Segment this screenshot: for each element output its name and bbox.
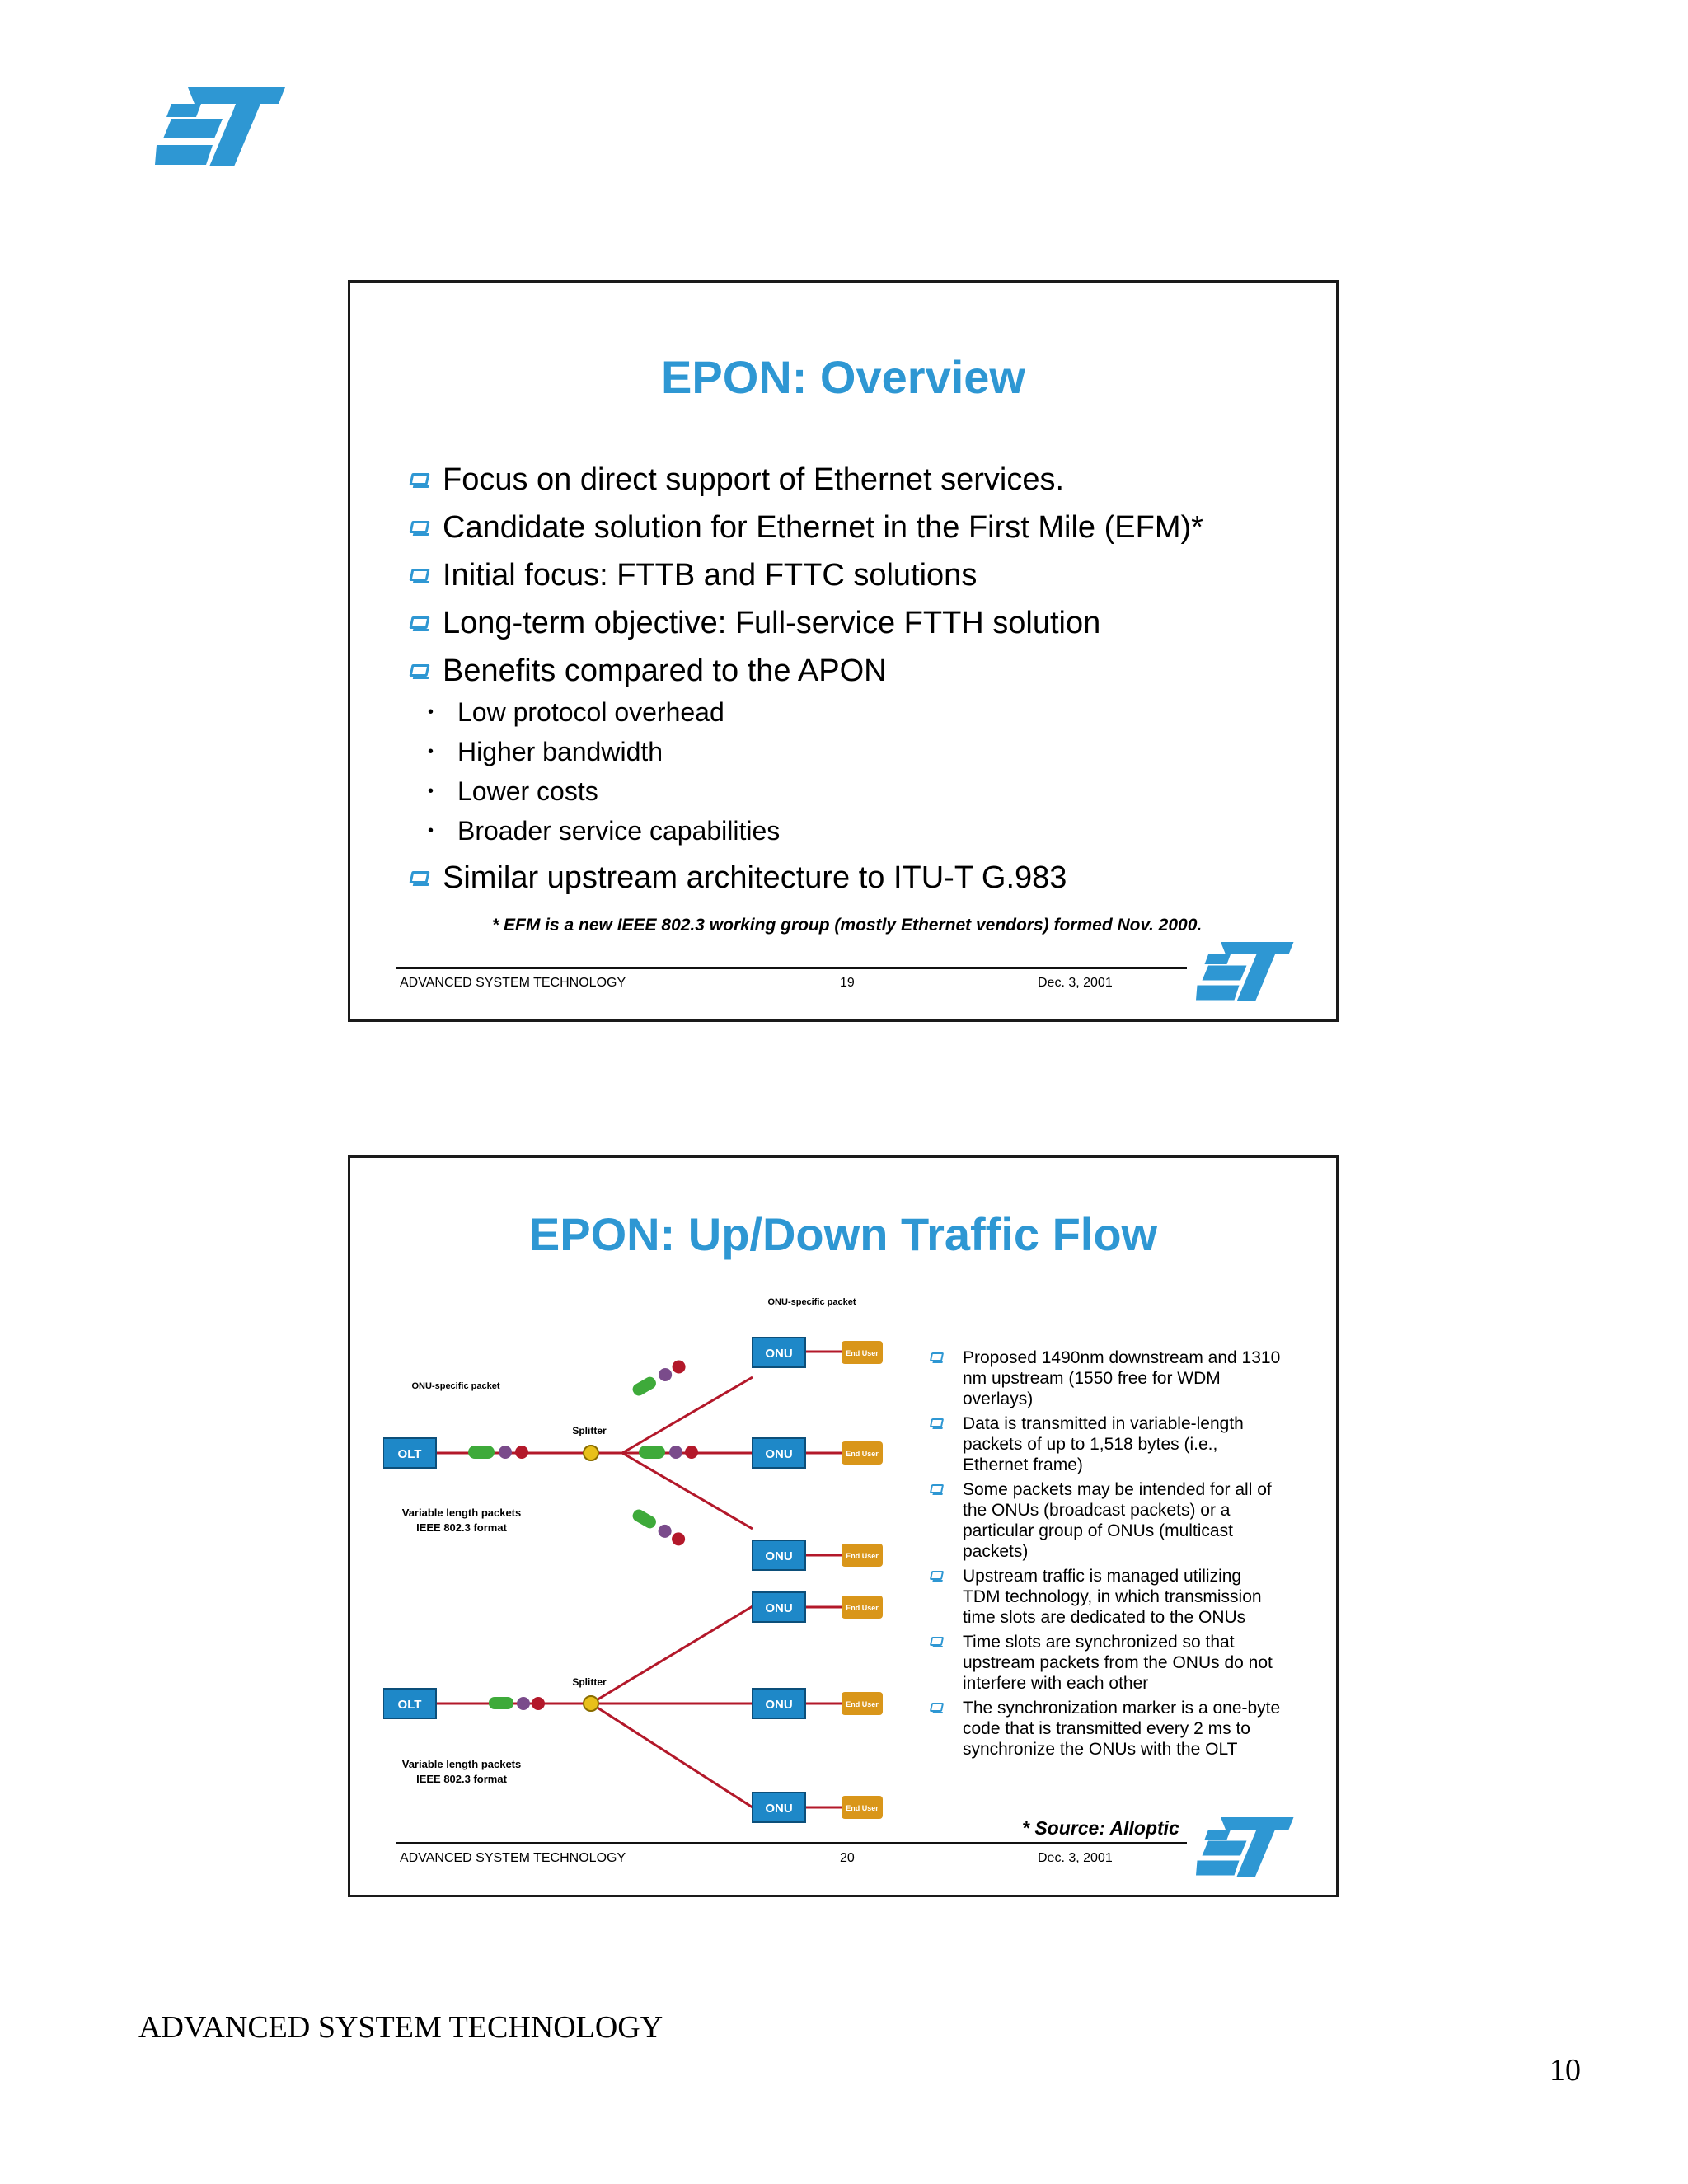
end-user-label: End User: [846, 1700, 879, 1708]
end-user-label: End User: [846, 1349, 879, 1357]
slide-number: 19: [840, 976, 855, 990]
footer-date: Dec. 3, 2001: [1038, 976, 1113, 990]
hollow-box-bullet-icon: [409, 521, 429, 533]
footer-rule: [396, 1842, 1187, 1844]
end-user-label: End User: [846, 1450, 879, 1458]
splitter: [584, 1696, 598, 1711]
page-footer-org: ADVANCED SYSTEM TECHNOLOGY: [138, 2010, 663, 2045]
slide-title: EPON: Overview: [661, 351, 1025, 403]
olt-label: OLT: [397, 1447, 422, 1461]
splitter: [584, 1446, 598, 1460]
slide-overview: [348, 280, 1339, 1022]
sub-bullet-item: • Higher bandwidth: [428, 737, 663, 766]
bullet-list: [408, 456, 1203, 695]
ieee-format-label: IEEE 802.3 format: [416, 1521, 507, 1534]
onu-label: ONU: [765, 1549, 793, 1563]
sub-bullet-list: [428, 692, 781, 851]
bullet-list-last: [408, 854, 1067, 902]
footer-org: ADVANCED SYSTEM TECHNOLOGY: [400, 1851, 626, 1865]
packet-train-olt-up: [489, 1697, 545, 1710]
bullet-list: [927, 1347, 1282, 1764]
hollow-box-bullet-icon: [930, 1484, 944, 1493]
footnote: * EFM is a new IEEE 802.3 working group (mostly Ethernet vendors) formed Nov. 2000.: [492, 916, 1203, 935]
sub-bullet-item: • Broader service capabilities: [428, 816, 781, 846]
onu-label: ONU: [765, 1698, 793, 1712]
hollow-box-bullet-icon: [409, 616, 429, 629]
ieee-format-label: IEEE 802.3 format: [416, 1773, 507, 1785]
footer-org: ADVANCED SYSTEM TECHNOLOGY: [400, 976, 626, 990]
st-logo: [155, 86, 287, 168]
footer-date: Dec. 3, 2001: [1038, 1851, 1113, 1865]
sub-bullet-item: • Lower costs: [428, 776, 598, 806]
bullet-item: Initial focus: FTTB and FTTC solutions: [408, 551, 1203, 599]
page-number: 10: [1550, 2053, 1581, 2088]
splitter-label: Splitter: [572, 1676, 607, 1688]
upstream-diagram: [383, 1592, 883, 1822]
olt-label: OLT: [397, 1698, 422, 1712]
onu-label: ONU: [765, 1802, 793, 1816]
bullet-item: Candidate solution for Ethernet in the First Mile (EFM)*: [408, 504, 1203, 551]
st-logo: [1196, 940, 1295, 1003]
end-user-label: End User: [846, 1552, 879, 1560]
hollow-box-bullet-icon: [930, 1703, 944, 1712]
hollow-box-bullet-icon: [930, 1637, 944, 1646]
bullet-item: Upstream traffic is managed utilizing TDM technology, in which transmission time slots are dedicated to the ONUs: [927, 1566, 1282, 1628]
slide-traffic-flow: [348, 1155, 1339, 1897]
footer-rule: [396, 967, 1187, 969]
onu-specific-packet-label: ONU-specific packet: [411, 1381, 500, 1391]
slide-title: EPON: Up/Down Traffic Flow: [528, 1208, 1158, 1260]
downstream-diagram: [383, 1297, 883, 1570]
bullet-item: Similar upstream architecture to ITU-T G.983: [408, 854, 1067, 902]
bullet-item: Time slots are synchronized so that upstream packets from the ONUs do not interfere with each other: [927, 1632, 1282, 1694]
epon-traffic-diagram: [383, 1290, 911, 1825]
hollow-box-bullet-icon: [930, 1352, 944, 1361]
onu-specific-packet-label-top: ONU-specific packet: [767, 1297, 856, 1307]
variable-length-label: Variable length packets: [401, 1507, 522, 1519]
hollow-box-bullet-icon: [409, 569, 429, 581]
end-user-label: End User: [846, 1604, 879, 1612]
packet-train-up: [631, 1358, 687, 1399]
hollow-box-bullet-icon: [409, 871, 429, 883]
hollow-box-bullet-icon: [409, 664, 429, 677]
bullet-item: Focus on direct support of Ethernet services.: [408, 456, 1203, 504]
onu-label: ONU: [765, 1601, 793, 1615]
bullet-item: Proposed 1490nm downstream and 1310 nm upstream (1550 free for WDM overlays): [927, 1347, 1282, 1409]
bullet-item: Some packets may be intended for all of the ONUs (broadcast packets) or a particular group of ONUs (multicast packets): [927, 1479, 1282, 1562]
end-user-label: End User: [846, 1804, 879, 1812]
splitter-label: Splitter: [572, 1425, 607, 1436]
source-note: * Source: Alloptic: [1022, 1817, 1179, 1839]
bullet-item: Long-term objective: Full-service FTTH solution: [408, 599, 1203, 647]
sub-bullet-item: • Low protocol overhead: [428, 697, 724, 727]
onu-label: ONU: [765, 1447, 793, 1461]
hollow-box-bullet-icon: [930, 1571, 944, 1580]
variable-length-label: Variable length packets: [401, 1758, 522, 1770]
onu-label: ONU: [765, 1347, 793, 1361]
bullet-item: Data is transmitted in variable-length packets of up to 1,518 bytes (i.e., Ethernet frame): [927, 1413, 1282, 1475]
hollow-box-bullet-icon: [930, 1418, 944, 1427]
bullet-item: The synchronization marker is a one-byte code that is transmitted every 2 ms to synchronize the ONUs with the OLT: [927, 1698, 1282, 1760]
bullet-item: Benefits compared to the APON: [408, 647, 1203, 695]
st-logo: [1196, 1816, 1295, 1878]
slide-number: 20: [840, 1851, 855, 1865]
packet-train-down: [631, 1507, 687, 1548]
hollow-box-bullet-icon: [409, 473, 429, 485]
